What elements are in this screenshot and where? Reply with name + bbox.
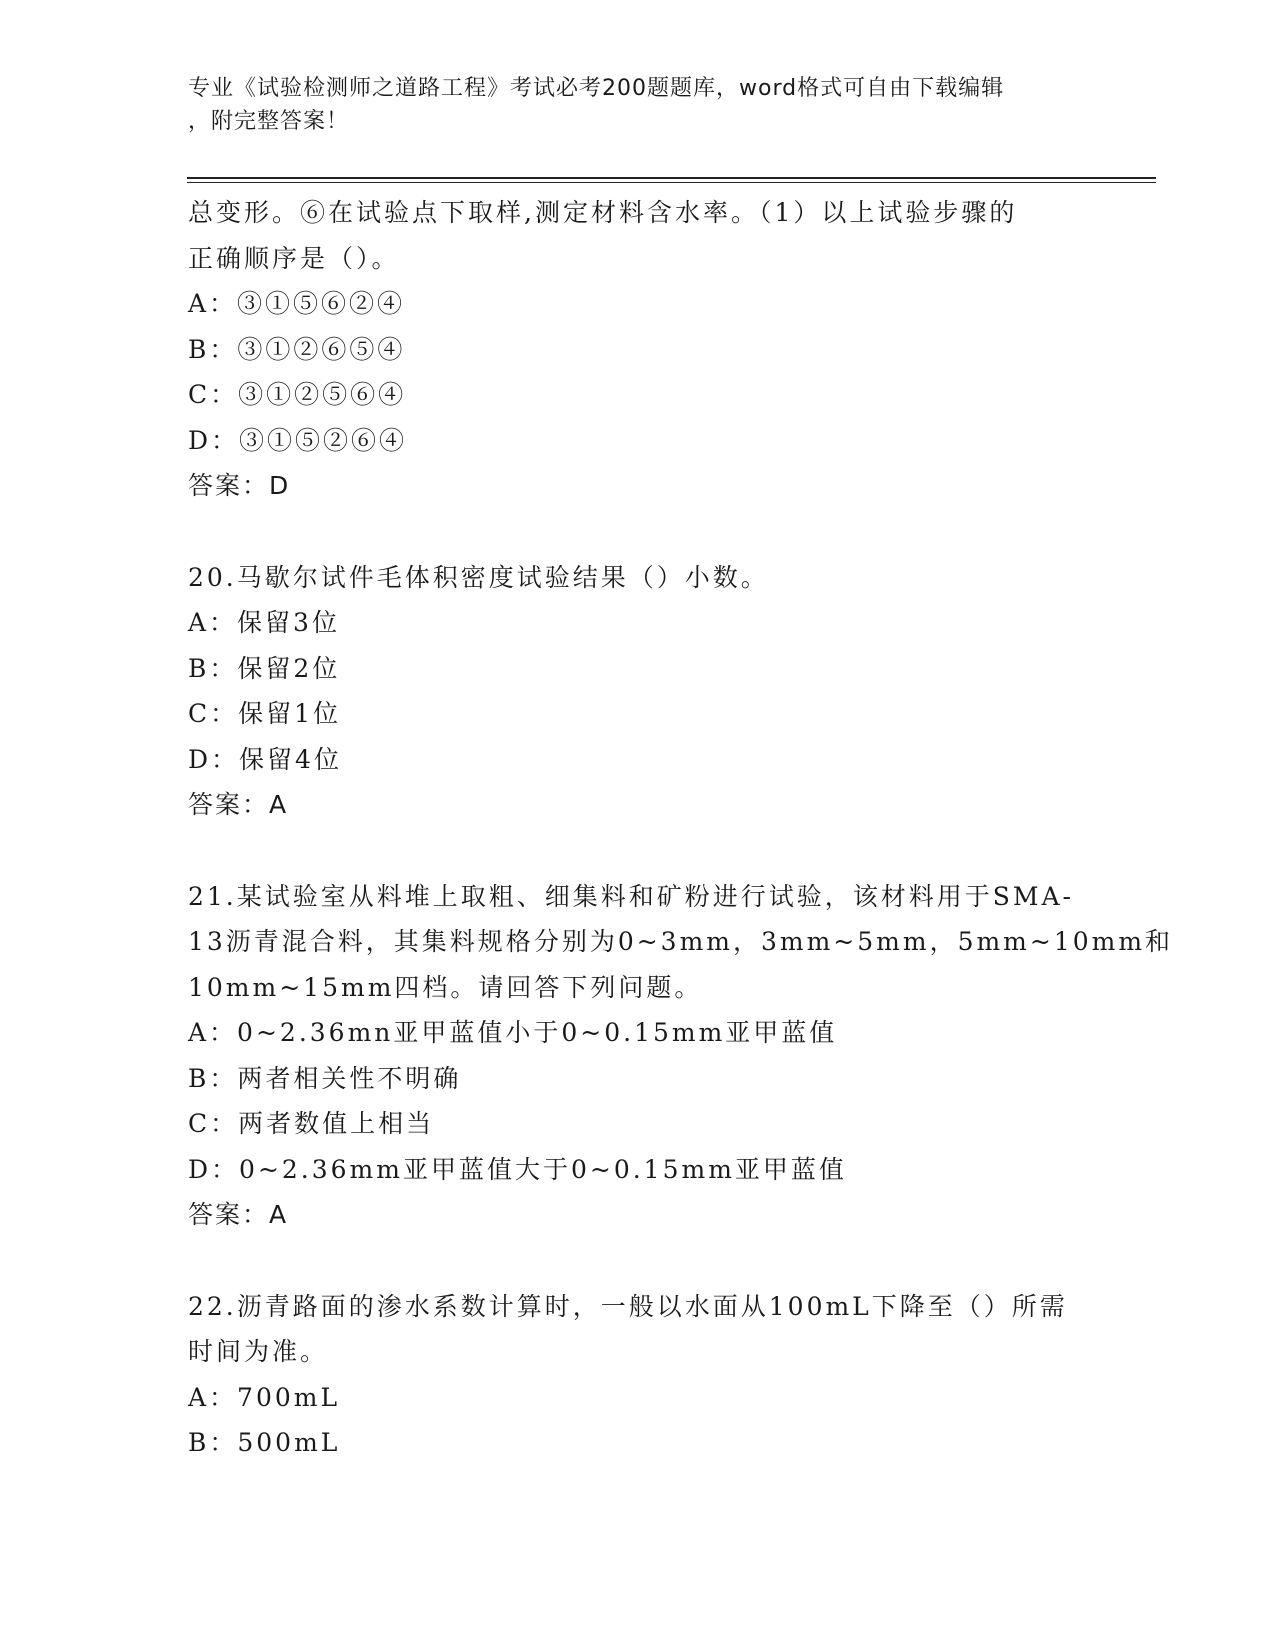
document-body <box>188 190 1174 1466</box>
question-text-line: 20.马歇尔试件毛体积密度试验结果（）小数。 <box>188 562 769 592</box>
option-a: A：0~2.36mn亚甲蓝值小于0~0.15mm亚甲蓝值 <box>188 1018 838 1047</box>
option-c: C：保留1位 <box>188 699 342 728</box>
option-d: D：0~2.36mm亚甲蓝值大于0~0.15mm亚甲蓝值 <box>188 1154 847 1184</box>
question-text-line: 时间为准。 <box>188 1337 329 1366</box>
question-text-line: 正确顺序是（）。 <box>188 243 400 273</box>
spacer <box>188 828 1088 874</box>
option-b: B：500mL <box>188 1428 341 1457</box>
option-d: D：保留4位 <box>188 744 342 774</box>
question-block-22 <box>188 1284 1088 1466</box>
header-rule-thick <box>187 177 1156 179</box>
question-text-line: 21.某试验室从料堆上取粗、细集料和矿粉进行试验，该材料用于SMA- <box>188 881 1074 911</box>
header-line-2: ，附完整答案！ <box>188 109 350 134</box>
question-block-20 <box>188 555 1088 828</box>
question-text-line: 10mm~15mm四档。请回答下列问题。 <box>188 972 703 1002</box>
option-d: D：③①⑤②⑥④ <box>188 425 408 455</box>
answer-line: 答案：D <box>188 471 291 500</box>
question-text-line: 总变形。⑥在试验点下取样,测定材料含水率。（1）以上试验步骤的 <box>188 198 1018 227</box>
answer-line: 答案：A <box>188 1200 289 1229</box>
spacer <box>188 509 1088 555</box>
question-block <box>188 190 1088 509</box>
question-text-line: 22.沥青路面的渗水系数计算时，一般以水面从100mL下降至（）所需 <box>188 1291 1068 1321</box>
answer-line: 答案：A <box>188 790 289 819</box>
option-a: A：保留3位 <box>188 608 340 637</box>
option-a: A：③①⑤⑥②④ <box>188 289 406 318</box>
header-line-1: 专业《试验检测师之道路工程》考试必考200题题库，word格式可自由下载编辑 <box>188 76 1005 101</box>
question-text-line: 13沥青混合料，其集料规格分别为0~3mm，3mm~5mm，5mm~10mm和 <box>188 927 1174 956</box>
header-rule-thin <box>187 182 1156 183</box>
option-c: C：③①②⑤⑥④ <box>188 380 407 409</box>
question-block-21 <box>188 874 1174 1238</box>
option-a: A：700mL <box>188 1382 341 1412</box>
option-b: B：③①②⑥⑤④ <box>188 334 406 364</box>
document-header <box>188 72 1068 138</box>
option-b: B：保留2位 <box>188 653 341 683</box>
option-c: C：两者数值上相当 <box>188 1109 435 1138</box>
option-b: B：两者相关性不明确 <box>188 1063 462 1093</box>
spacer <box>188 1238 1088 1284</box>
